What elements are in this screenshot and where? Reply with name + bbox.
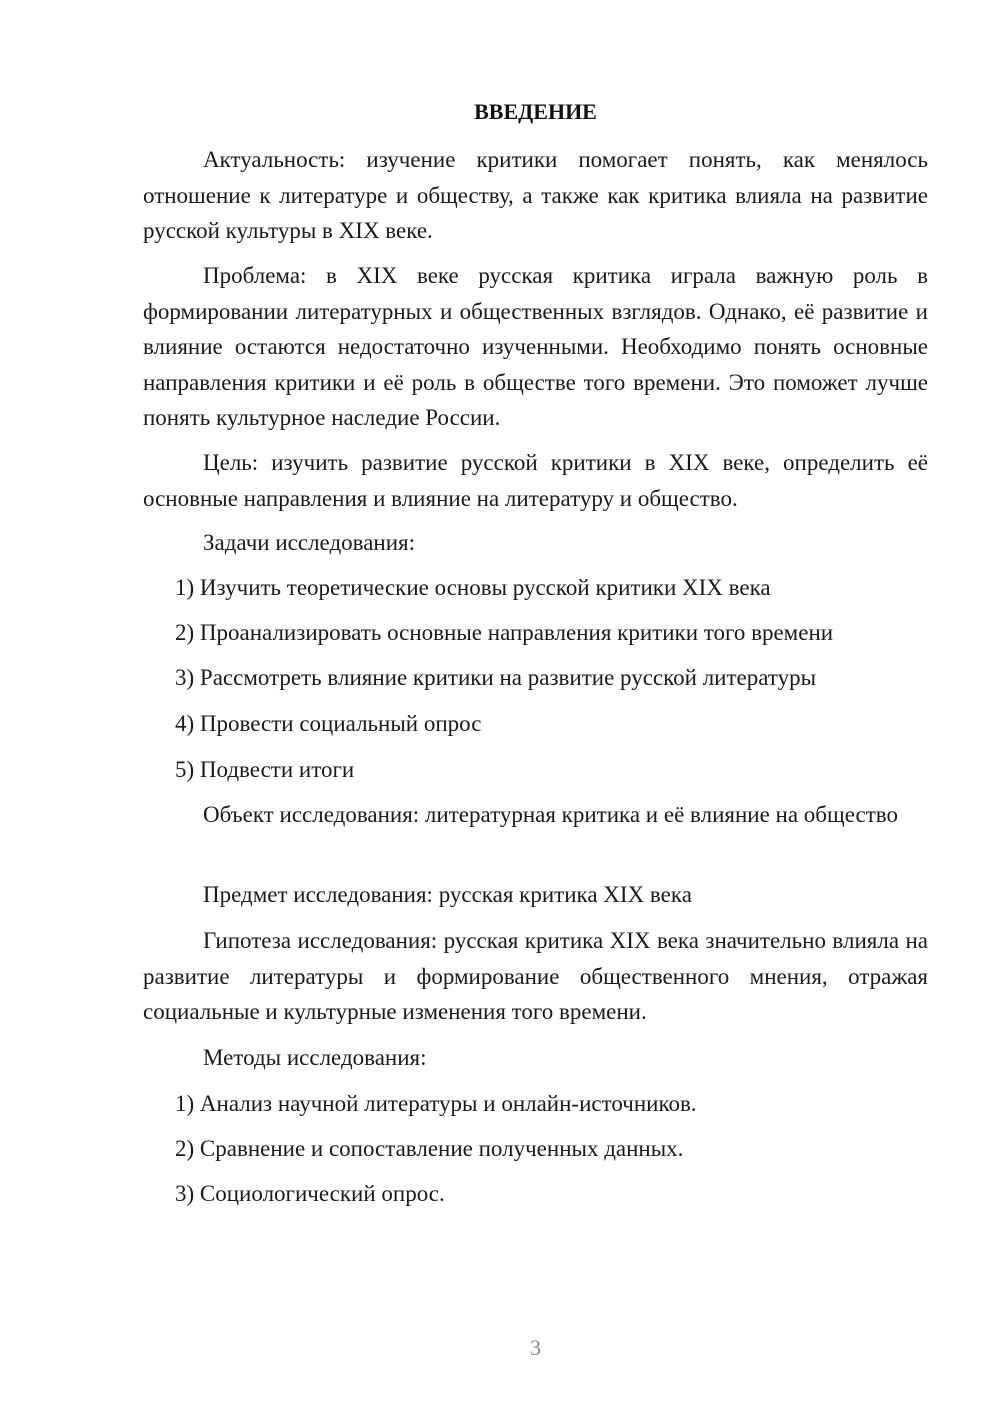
task-item: 1) Изучить теоретические основы русской критики XIX века: [175, 575, 771, 600]
document-page: [143, 0, 928, 1414]
task-item: 3) Рассмотреть влияние критики на развитие русской литературы: [175, 665, 817, 690]
section-heading: ВВЕДЕНИЕ: [474, 99, 597, 124]
goal-paragraph: Цель: изучить развитие русской критики в XIX веке, определить её основные направления и влияние на литературу и общество.: [143, 450, 928, 511]
hypothesis-paragraph: Гипотеза исследования: русская критика XIX века значительно влияла на развитие литературы и формирование общественного мнения, отражая социальные и культурные изменения того времени.: [143, 928, 928, 1024]
task-item: 4) Провести социальный опрос: [175, 711, 482, 736]
methods-heading: Методы исследования:: [203, 1045, 427, 1070]
page-number: 3: [530, 1335, 541, 1360]
object-paragraph: Объект исследования: литературная критика и её влияние на общество: [203, 802, 898, 827]
task-item: 5) Подвести итоги: [175, 757, 355, 782]
method-item: 2) Сравнение и сопоставление полученных данных.: [175, 1136, 684, 1161]
relevance-paragraph: Актуальность: изучение критики помогает понять, как менялось отношение к литературе и обществу, а также как критика влияла на развитие русской культуры в XIX веке.: [143, 147, 928, 243]
task-item: 2) Проанализировать основные направления критики того времени: [175, 620, 834, 645]
method-item: 3) Социологический опрос.: [175, 1181, 445, 1206]
method-item: 1) Анализ научной литературы и онлайн-источников.: [175, 1091, 697, 1116]
tasks-heading: Задачи исследования:: [203, 530, 416, 555]
problem-paragraph: Проблема: в XIX веке русская критика играла важную роль в формировании литературных и общественных взглядов. Однако, её развитие и влияние остаются недостаточно изученными. Необходимо понять основные направления критики и её роль в обществе того времени. Это поможет лучше понять культурное наследие России.: [143, 263, 928, 430]
subject-paragraph: Предмет исследования: русская критика XIX века: [203, 882, 692, 907]
